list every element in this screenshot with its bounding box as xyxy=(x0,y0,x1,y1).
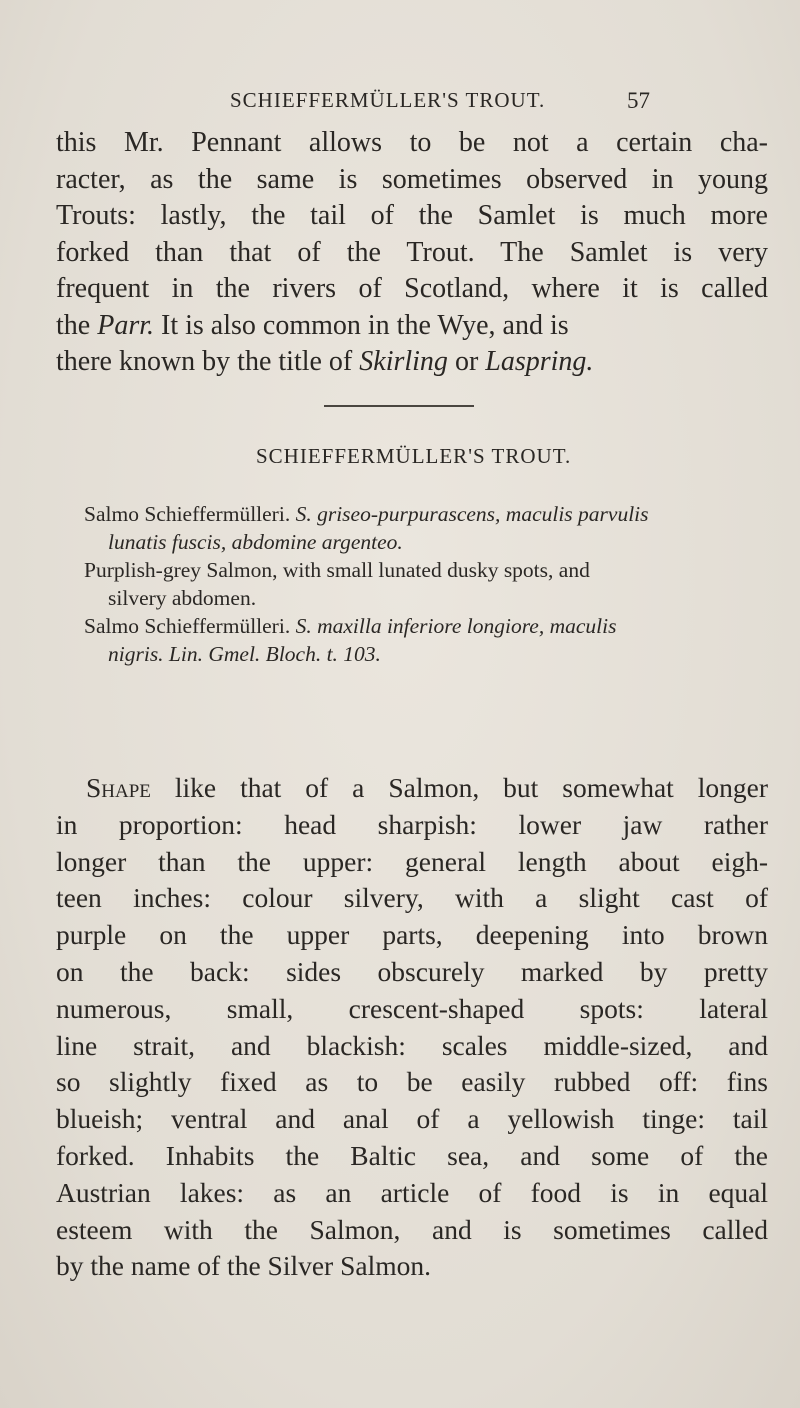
running-head: SCHIEFFERMÜLLER'S TROUT. xyxy=(230,88,546,112)
italic-term: lunatis fuscis, abdomine argenteo. xyxy=(108,530,403,554)
text-line: racter, as the same is sometimes observed in young xyxy=(56,163,768,195)
page-number: 57 xyxy=(627,88,650,113)
italic-term: Skirling xyxy=(359,346,448,377)
section-divider xyxy=(324,405,474,407)
synonymy-block xyxy=(56,500,768,668)
synonym-line xyxy=(56,612,768,640)
text-line xyxy=(56,770,768,807)
page-header xyxy=(230,88,650,122)
text-line: teen inches: colour silvery, with a slight cast of xyxy=(56,882,768,914)
text-run: Salmo Schieffermülleri. xyxy=(84,614,296,638)
intro-paragraph xyxy=(56,125,768,381)
text-run: there known by the title of xyxy=(56,346,360,377)
text-line: forked. Inhabits the Baltic sea, and some of the xyxy=(56,1139,768,1171)
text-line: in proportion: head sharpish: lower jaw rather xyxy=(56,808,768,840)
text-line: blueish; ventral and anal of a yellowish tinge: tail xyxy=(56,1103,768,1135)
text-line: Trouts: lastly, the tail of the Samlet is much more xyxy=(56,200,768,231)
synonym-line: silvery abdomen. xyxy=(108,586,257,610)
italic-term: S. griseo-purpurascens, maculis parvulis xyxy=(295,502,649,526)
text-line xyxy=(56,344,768,381)
text-line: line strait, and blackish: scales middle-sized, and xyxy=(56,1029,768,1061)
text-run: Salmo Schieffermülleri. xyxy=(84,502,296,526)
text-line: frequent in the rivers of Scotland, where it is called xyxy=(56,273,768,304)
synonym-line xyxy=(56,500,768,528)
italic-term: S. maxilla inferiore longiore, maculis xyxy=(295,614,617,638)
synonym-line xyxy=(56,640,768,668)
italic-term: Laspring. xyxy=(485,346,594,377)
synonym-line xyxy=(56,528,768,556)
text-line: esteem with the Salmon, and is sometimes called xyxy=(56,1213,768,1245)
text-line xyxy=(56,308,768,345)
small-caps-lead: Shape xyxy=(86,772,151,803)
text-line: so slightly fixed as to be easily rubbed off: fins xyxy=(56,1066,768,1098)
text-run: or xyxy=(447,346,486,377)
text-run: like that of a Salmon, but somewhat longer xyxy=(150,772,768,803)
text-line: this Mr. Pennant allows to be not a certain cha- xyxy=(56,127,768,158)
text-line: forked than that of the Trout. The Samlet is very xyxy=(56,236,768,268)
italic-term: nigris. Lin. Gmel. Bloch. t. 103. xyxy=(108,642,381,666)
text-run: It is also common in the Wye, and is xyxy=(154,309,569,341)
italic-term: Parr. xyxy=(97,309,155,341)
text-line: Austrian lakes: as an article of food is in equal xyxy=(56,1176,768,1208)
text-line: by the name of the Silver Salmon. xyxy=(56,1250,431,1282)
description-paragraph xyxy=(56,770,768,1285)
text-line: longer than the upper: general length about eigh- xyxy=(56,845,768,877)
text-line: numerous, small, crescent-shaped spots: lateral xyxy=(56,992,768,1024)
section-title: SCHIEFFERMÜLLER'S TROUT. xyxy=(256,444,572,468)
synonym-line: Purplish-grey Salmon, with small lunated dusky spots, and xyxy=(84,558,590,582)
text-line: on the back: sides obscurely marked by pretty xyxy=(56,955,768,987)
text-run: the xyxy=(56,309,98,341)
text-line: purple on the upper parts, deepening into brown xyxy=(56,919,768,951)
